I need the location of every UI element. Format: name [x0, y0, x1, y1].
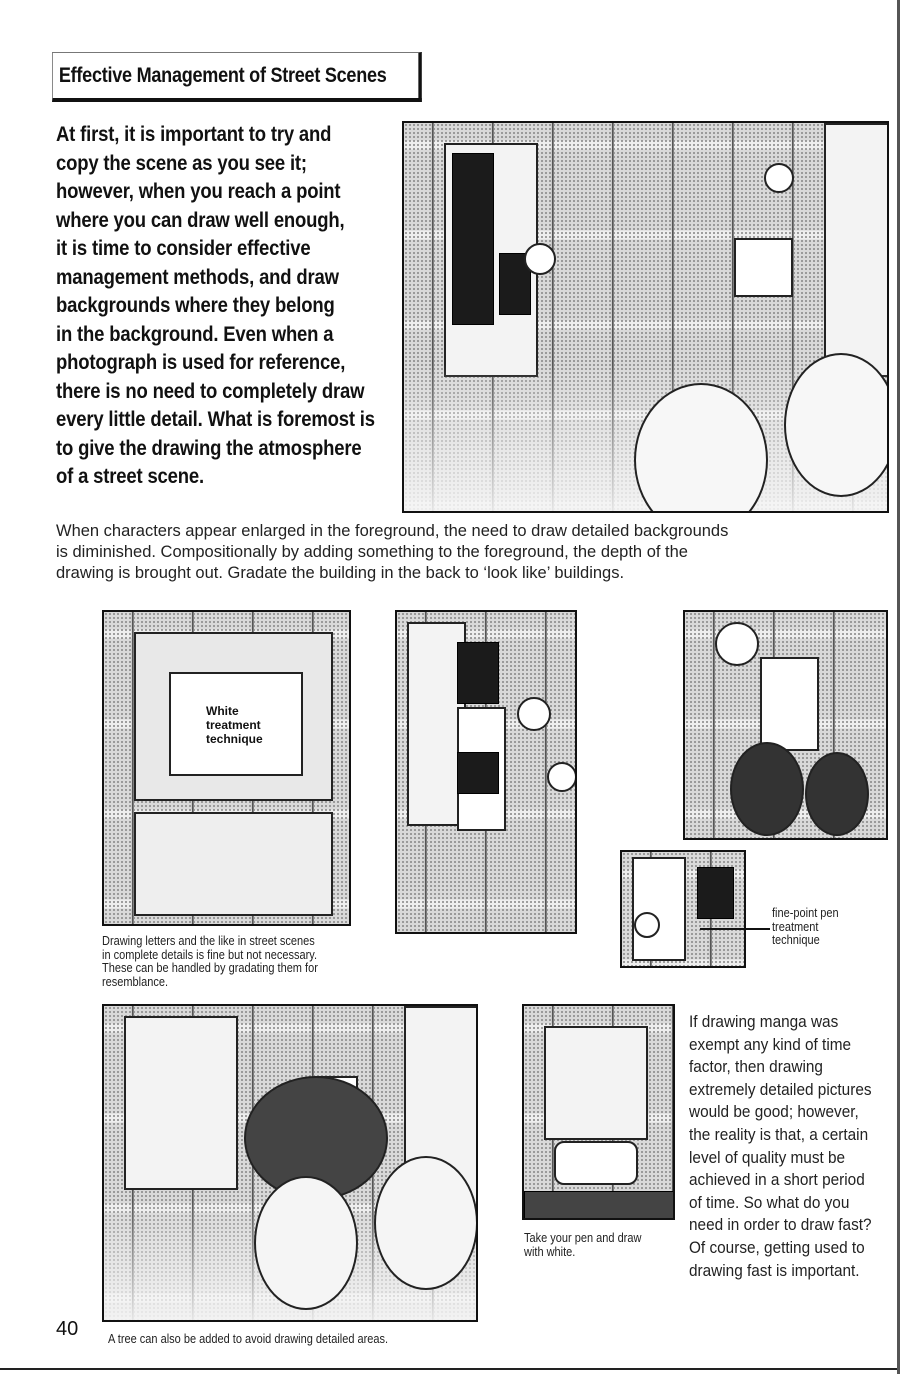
text-line: of a street scene. [56, 464, 204, 488]
text-line: with white. [524, 1244, 576, 1259]
main-caption [56, 521, 846, 584]
text-line: factor, then drawing [689, 1058, 823, 1077]
billboard-illustration [102, 610, 351, 926]
crowd-illustration [683, 610, 888, 840]
page-number: 40 [56, 1318, 79, 1340]
text-line: of time. So what do you [689, 1193, 850, 1212]
car-scene-caption [524, 1232, 665, 1259]
text-line: the reality is that, a certain [689, 1125, 869, 1144]
text-line: where you can draw well enough, [56, 207, 345, 232]
text-line: backgrounds where they belong [56, 293, 335, 317]
text-line: If drawing manga was [689, 1013, 839, 1031]
text-line: exempt any kind of time [689, 1035, 852, 1054]
text-line: Drawing letters and the like in street scenes [102, 934, 315, 948]
tree-scene-caption: A tree can also be added to avoid drawing detailed areas. [108, 1332, 389, 1346]
text-line: drawing is brought out. Gradate the building in the back to ‘look like’ buildings. [56, 564, 625, 582]
intro-paragraph [56, 120, 400, 491]
text-line: would be good; however, [689, 1103, 859, 1122]
text-line: is diminished. Compositionally by adding something to the foreground, the depth of the [56, 543, 688, 561]
text-line: drawing fast is important. [689, 1261, 860, 1280]
text-line: in complete details is fine but not necessary. [102, 947, 318, 962]
pointer-line [700, 928, 770, 930]
text-line: it is time to consider effective [56, 236, 311, 260]
text-line: White [206, 704, 239, 718]
text-line: technique [206, 732, 263, 746]
text-line: need in order to draw fast? [689, 1216, 872, 1235]
text-line: resemblance. [102, 974, 169, 989]
text-line: treatment [772, 919, 819, 934]
text-line: Take your pen and draw [524, 1231, 642, 1245]
signs-illustration [395, 610, 577, 934]
tree-street-scene-illustration [102, 1004, 478, 1322]
text-line: achieved in a short period [689, 1171, 865, 1190]
text-line: treatment [206, 718, 261, 732]
text-line: however, when you reach a point [56, 179, 341, 203]
text-line: level of quality must be [689, 1148, 846, 1167]
billboard-caption [102, 935, 366, 989]
page-title: Effective Management of Street Scenes [52, 52, 422, 102]
fine-point-pen-label [772, 907, 878, 948]
text-line: Of course, getting used to [689, 1238, 865, 1257]
signs-detail-illustration [620, 850, 746, 968]
main-street-scene-illustration [402, 121, 889, 513]
text-line: in the background. Even when a [56, 321, 334, 346]
text-line: At first, it is important to try and [56, 122, 332, 146]
white-treatment-label [206, 704, 263, 746]
text-line: When characters appear enlarged in the foreground, the need to draw detailed backgrounds [56, 522, 729, 540]
text-line: copy the scene as you see it; [56, 150, 307, 175]
side-paragraph [689, 1011, 889, 1282]
text-line: every little detail. What is foremost is [56, 407, 375, 431]
car-street-scene-illustration [522, 1004, 675, 1220]
text-line: to give the drawing the atmosphere [56, 435, 362, 460]
text-line: extremely detailed pictures [689, 1080, 872, 1099]
text-line: photograph is used for reference, [56, 350, 346, 374]
text-line: there is no need to completely draw [56, 378, 365, 403]
text-line: technique [772, 933, 820, 947]
page-edge-line [0, 1368, 900, 1370]
text-line: fine-point pen [772, 906, 839, 920]
text-line: These can be handled by gradating them for [102, 961, 318, 975]
text-line: management methods, and draw [56, 264, 339, 289]
